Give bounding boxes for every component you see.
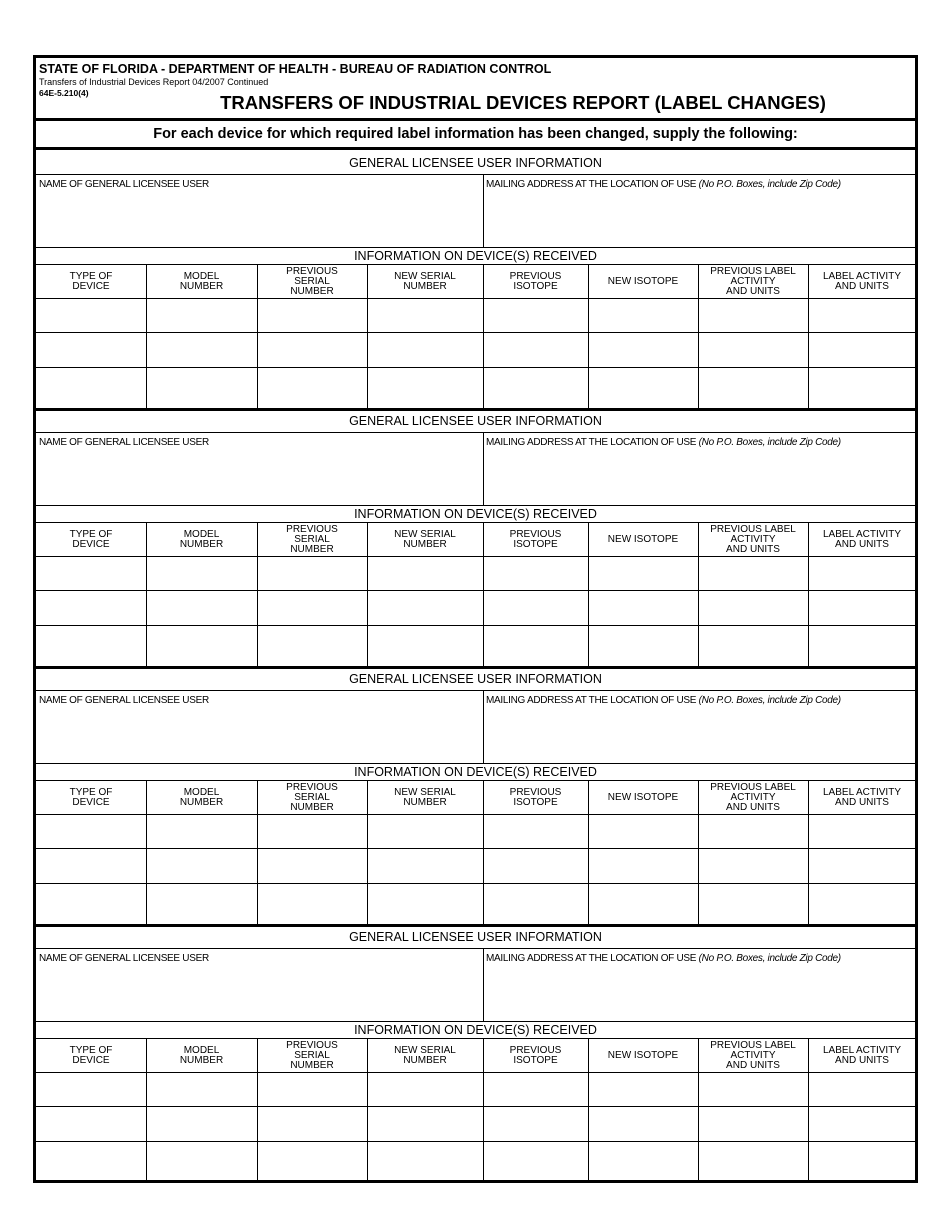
licensee-block <box>36 411 915 669</box>
column-header <box>588 1039 698 1072</box>
column-header-text <box>286 1041 338 1071</box>
column-header-text <box>394 788 456 808</box>
table-row <box>36 883 916 917</box>
column-header <box>483 1039 588 1072</box>
table-cell[interactable] <box>37 1107 146 1140</box>
column-header-line: MODEL <box>183 1044 220 1056</box>
column-header <box>588 265 698 298</box>
table-cell[interactable] <box>147 368 257 401</box>
table-row <box>36 848 916 882</box>
column-header-line: NUMBER <box>403 796 447 808</box>
table-cell[interactable] <box>147 591 257 624</box>
table-cell[interactable] <box>699 1107 808 1140</box>
table-cell[interactable] <box>37 626 146 659</box>
table-cell[interactable] <box>484 626 588 659</box>
column-header-line: AND UNITS <box>835 1054 889 1066</box>
column-header-text <box>70 788 113 808</box>
table-cell[interactable] <box>484 849 588 882</box>
address-label-text: MAILING ADDRESS AT THE LOCATION OF USE <box>486 695 697 706</box>
table-cell[interactable] <box>258 626 367 659</box>
column-header-line: DEVICE <box>72 538 110 550</box>
address-label-note: (No P.O. Boxes, include Zip Code) <box>698 695 841 706</box>
agency-name: STATE OF FLORIDA - DEPARTMENT OF HEALTH - BUREAU OF RADIATION CONTROL <box>39 62 552 76</box>
table-cell[interactable] <box>589 884 698 917</box>
address-input-area[interactable] <box>484 175 916 247</box>
column-header <box>588 523 698 556</box>
column-header <box>146 1039 257 1072</box>
name-input-area[interactable] <box>36 691 483 763</box>
column-header-line: NEW SERIAL <box>394 1044 456 1056</box>
table-cell[interactable] <box>258 299 367 332</box>
column-header-line: TYPE OF <box>69 1044 113 1056</box>
table-cell[interactable] <box>809 1073 916 1106</box>
column-header <box>257 265 367 298</box>
column-header-line: PREVIOUS LABEL <box>710 1039 796 1051</box>
column-header-line: LABEL ACTIVITY <box>823 786 901 798</box>
column-header-text <box>180 1046 223 1066</box>
column-header <box>257 1039 367 1072</box>
column-header-line: MODEL <box>183 786 220 798</box>
table-cell[interactable] <box>37 299 146 332</box>
name-input-area[interactable] <box>36 433 483 505</box>
address-label-note: (No P.O. Boxes, include Zip Code) <box>698 437 841 448</box>
table-cell[interactable] <box>589 591 698 624</box>
table-cell[interactable] <box>589 1107 698 1140</box>
column-header-line: NUMBER <box>290 801 334 813</box>
table-cell[interactable] <box>589 1073 698 1106</box>
column-header-line: NUMBER <box>290 285 334 297</box>
table-cell[interactable] <box>37 591 146 624</box>
column-header-text <box>823 272 901 292</box>
table-cell[interactable] <box>484 299 588 332</box>
column-header <box>698 265 808 298</box>
column-header-text <box>180 530 223 550</box>
column-header-text <box>710 267 796 297</box>
table-cell[interactable] <box>699 815 808 848</box>
column-header-line: ISOTOPE <box>513 538 558 550</box>
table-cell[interactable] <box>147 884 257 917</box>
device-info-heading: INFORMATION ON DEVICE(S) RECEIVED <box>354 1023 597 1037</box>
table-cell[interactable] <box>699 557 808 590</box>
table-cell[interactable] <box>368 626 483 659</box>
table-cell[interactable] <box>809 884 916 917</box>
column-header-line: NEW ISOTOPE <box>607 1049 679 1061</box>
column-header-line: TYPE OF <box>69 270 113 282</box>
column-header-line: ACTIVITY <box>730 275 776 287</box>
table-cell[interactable] <box>809 299 916 332</box>
table-cell[interactable] <box>258 815 367 848</box>
table-row <box>36 367 916 401</box>
column-header-text <box>286 783 338 813</box>
table-row <box>36 625 916 659</box>
address-input-area[interactable] <box>484 433 916 505</box>
column-header-text <box>510 1046 562 1066</box>
column-header-line: NEW SERIAL <box>394 528 456 540</box>
column-header-line: ACTIVITY <box>730 791 776 803</box>
column-header-line: DEVICE <box>72 280 110 292</box>
table-cell[interactable] <box>589 368 698 401</box>
column-header-line: NUMBER <box>179 796 224 808</box>
column-header <box>808 781 916 814</box>
column-header-line: DEVICE <box>72 1054 110 1066</box>
column-header-line: NEW ISOTOPE <box>607 791 679 803</box>
name-field-label: NAME OF GENERAL LICENSEE USER <box>39 437 209 448</box>
column-header-text <box>510 272 562 292</box>
column-header-line: ISOTOPE <box>513 280 558 292</box>
table-cell[interactable] <box>699 849 808 882</box>
column-header-line: SERIAL <box>294 275 330 287</box>
column-header <box>808 1039 916 1072</box>
table-cell[interactable] <box>147 333 257 366</box>
column-header <box>483 523 588 556</box>
column-header <box>36 781 146 814</box>
table-cell[interactable] <box>147 849 257 882</box>
table-cell[interactable] <box>37 333 146 366</box>
column-header-line: AND UNITS <box>726 543 780 555</box>
column-header <box>367 781 483 814</box>
column-header-text <box>823 530 901 550</box>
column-header-line: ISOTOPE <box>513 1054 558 1066</box>
table-cell[interactable] <box>484 1073 588 1106</box>
column-header-text <box>823 1046 901 1066</box>
column-header-line: ACTIVITY <box>730 533 776 545</box>
table-cell[interactable] <box>809 368 916 401</box>
column-header-line: NEW SERIAL <box>394 786 456 798</box>
table-cell[interactable] <box>147 815 257 848</box>
table-cell[interactable] <box>368 333 483 366</box>
licensee-block <box>36 153 915 411</box>
column-header <box>146 781 257 814</box>
column-header-text <box>180 788 223 808</box>
column-header-line: NUMBER <box>290 543 334 555</box>
column-header-line: NUMBER <box>179 538 224 550</box>
column-header-text <box>394 272 456 292</box>
table-row <box>36 298 916 332</box>
column-header-text <box>70 1046 113 1066</box>
column-header-line: NUMBER <box>290 1059 334 1071</box>
column-header-line: AND UNITS <box>726 1059 780 1071</box>
divider <box>36 247 915 248</box>
column-header-line: PREVIOUS <box>509 1044 562 1056</box>
column-header <box>367 523 483 556</box>
column-header-line: NUMBER <box>179 280 224 292</box>
table-row <box>36 556 916 590</box>
column-header-text <box>286 525 338 555</box>
column-header <box>483 781 588 814</box>
table-cell[interactable] <box>589 299 698 332</box>
table-cell[interactable] <box>147 1142 257 1175</box>
table-cell[interactable] <box>37 815 146 848</box>
table-cell[interactable] <box>147 557 257 590</box>
column-header-text <box>608 277 678 287</box>
device-info-heading: INFORMATION ON DEVICE(S) RECEIVED <box>354 765 597 779</box>
table-cell[interactable] <box>37 557 146 590</box>
table-cell[interactable] <box>484 884 588 917</box>
column-header-line: NUMBER <box>179 1054 224 1066</box>
column-header-line: PREVIOUS <box>286 781 338 793</box>
form-subreference: Transfers of Industrial Devices Report 04/2007 Continued <box>39 77 269 87</box>
table-cell[interactable] <box>258 333 367 366</box>
column-header-line: MODEL <box>183 528 220 540</box>
general-licensee-heading: GENERAL LICENSEE USER INFORMATION <box>349 672 602 686</box>
table-cell[interactable] <box>809 626 916 659</box>
table-cell[interactable] <box>699 333 808 366</box>
column-header-line: AND UNITS <box>726 285 780 297</box>
table-row <box>36 332 916 366</box>
table-cell[interactable] <box>484 333 588 366</box>
column-header-line: NUMBER <box>403 1054 447 1066</box>
table-cell[interactable] <box>589 557 698 590</box>
column-header-line: PREVIOUS <box>509 528 562 540</box>
table-cell[interactable] <box>484 1142 588 1175</box>
column-header-text <box>394 1046 456 1066</box>
column-header <box>36 265 146 298</box>
table-cell[interactable] <box>589 815 698 848</box>
column-header-text <box>70 272 113 292</box>
rule-number: 64E-5.210(4) <box>39 88 89 98</box>
table-row <box>36 590 916 624</box>
address-label-text: MAILING ADDRESS AT THE LOCATION OF USE <box>486 953 697 964</box>
address-label-note: (No P.O. Boxes, include Zip Code) <box>698 179 841 190</box>
table-cell[interactable] <box>37 368 146 401</box>
column-header-line: PREVIOUS LABEL <box>710 523 796 535</box>
column-header-line: SERIAL <box>294 533 330 545</box>
name-field-label: NAME OF GENERAL LICENSEE USER <box>39 179 209 190</box>
table-cell[interactable] <box>147 299 257 332</box>
name-input-area[interactable] <box>36 175 483 247</box>
column-header-line: AND UNITS <box>835 796 889 808</box>
column-header-line: PREVIOUS <box>286 523 338 535</box>
name-input-area[interactable] <box>36 949 483 1021</box>
table-cell[interactable] <box>258 557 367 590</box>
column-header-text <box>180 272 223 292</box>
table-cell[interactable] <box>484 591 588 624</box>
table-row <box>36 1141 916 1175</box>
address-label-note: (No P.O. Boxes, include Zip Code) <box>698 953 841 964</box>
column-header <box>257 523 367 556</box>
name-field-label: NAME OF GENERAL LICENSEE USER <box>39 953 209 964</box>
column-header-line: LABEL ACTIVITY <box>823 528 901 540</box>
column-header <box>808 523 916 556</box>
table-cell[interactable] <box>699 1073 808 1106</box>
divider <box>36 763 915 764</box>
column-header-line: SERIAL <box>294 1049 330 1061</box>
column-header <box>698 781 808 814</box>
column-header-line: PREVIOUS <box>286 1039 338 1051</box>
column-header-line: PREVIOUS LABEL <box>710 781 796 793</box>
licensee-block <box>36 927 915 1183</box>
general-licensee-heading: GENERAL LICENSEE USER INFORMATION <box>349 930 602 944</box>
column-header-line: AND UNITS <box>835 538 889 550</box>
table-cell[interactable] <box>484 1107 588 1140</box>
column-header-line: DEVICE <box>72 796 110 808</box>
divider <box>36 505 915 506</box>
page-title: TRANSFERS OF INDUSTRIAL DEVICES REPORT (LABEL CHANGES) <box>220 92 826 113</box>
table-cell[interactable] <box>368 884 483 917</box>
table-cell[interactable] <box>589 333 698 366</box>
table-cell[interactable] <box>699 884 808 917</box>
column-header-line: LABEL ACTIVITY <box>823 270 901 282</box>
table-cell[interactable] <box>589 849 698 882</box>
table-cell[interactable] <box>258 1142 367 1175</box>
column-header <box>367 1039 483 1072</box>
device-info-heading: INFORMATION ON DEVICE(S) RECEIVED <box>354 507 597 521</box>
column-header-text <box>394 530 456 550</box>
table-row <box>36 814 916 848</box>
table-cell[interactable] <box>484 557 588 590</box>
column-header <box>698 523 808 556</box>
column-header <box>483 265 588 298</box>
column-header-line: NUMBER <box>403 280 447 292</box>
table-cell[interactable] <box>368 557 483 590</box>
table-cell[interactable] <box>809 557 916 590</box>
column-header-text <box>710 783 796 813</box>
name-field-label: NAME OF GENERAL LICENSEE USER <box>39 695 209 706</box>
column-header-line: SERIAL <box>294 791 330 803</box>
column-header-line: PREVIOUS <box>286 265 338 277</box>
column-header-text <box>710 1041 796 1071</box>
column-header-line: LABEL ACTIVITY <box>823 1044 901 1056</box>
column-header <box>36 523 146 556</box>
table-cell[interactable] <box>699 591 808 624</box>
column-header-line: ACTIVITY <box>730 1049 776 1061</box>
table-cell[interactable] <box>37 1142 146 1175</box>
table-cell[interactable] <box>147 626 257 659</box>
form-page <box>33 55 918 1183</box>
column-header-line: TYPE OF <box>69 528 113 540</box>
table-cell[interactable] <box>484 368 588 401</box>
licensee-block <box>36 669 915 927</box>
column-header <box>257 781 367 814</box>
column-header <box>367 265 483 298</box>
column-header-text <box>70 530 113 550</box>
column-header <box>808 265 916 298</box>
column-header-line: NEW ISOTOPE <box>607 533 679 545</box>
column-header-line: ISOTOPE <box>513 796 558 808</box>
general-licensee-heading: GENERAL LICENSEE USER INFORMATION <box>349 414 602 428</box>
column-header-text <box>823 788 901 808</box>
column-header-text <box>608 535 678 545</box>
table-cell[interactable] <box>809 591 916 624</box>
table-cell[interactable] <box>809 1142 916 1175</box>
table-cell[interactable] <box>589 1142 698 1175</box>
table-cell[interactable] <box>258 1073 367 1106</box>
device-info-heading: INFORMATION ON DEVICE(S) RECEIVED <box>354 249 597 263</box>
form-header <box>36 58 915 121</box>
table-cell[interactable] <box>699 299 808 332</box>
column-header-line: AND UNITS <box>726 801 780 813</box>
column-header-line: AND UNITS <box>835 280 889 292</box>
table-cell[interactable] <box>258 849 367 882</box>
column-header-text <box>510 530 562 550</box>
table-cell[interactable] <box>258 1107 367 1140</box>
table-cell[interactable] <box>699 626 808 659</box>
table-cell[interactable] <box>37 849 146 882</box>
column-header-line: TYPE OF <box>69 786 113 798</box>
table-cell[interactable] <box>258 368 367 401</box>
table-cell[interactable] <box>699 368 808 401</box>
table-cell[interactable] <box>368 1073 483 1106</box>
table-cell[interactable] <box>368 815 483 848</box>
table-cell[interactable] <box>368 368 483 401</box>
table-cell[interactable] <box>589 626 698 659</box>
column-header-line: MODEL <box>183 270 220 282</box>
column-header <box>146 265 257 298</box>
table-cell[interactable] <box>258 591 367 624</box>
general-licensee-heading: GENERAL LICENSEE USER INFORMATION <box>349 156 602 170</box>
column-header <box>146 523 257 556</box>
column-header-line: PREVIOUS <box>509 270 562 282</box>
column-header <box>36 1039 146 1072</box>
instruction-text: For each device for which required label information has been changed, supply the following: <box>36 121 915 150</box>
table-cell[interactable] <box>809 1107 916 1140</box>
table-cell[interactable] <box>368 299 483 332</box>
divider <box>36 1021 915 1022</box>
table-row <box>36 1072 916 1106</box>
column-header <box>588 781 698 814</box>
table-cell[interactable] <box>37 1073 146 1106</box>
table-cell[interactable] <box>368 1107 483 1140</box>
address-input-area[interactable] <box>484 949 916 1021</box>
column-header <box>698 1039 808 1072</box>
table-cell[interactable] <box>368 849 483 882</box>
table-cell[interactable] <box>809 815 916 848</box>
table-cell[interactable] <box>809 333 916 366</box>
table-cell[interactable] <box>699 1142 808 1175</box>
table-cell[interactable] <box>258 884 367 917</box>
table-cell[interactable] <box>147 1107 257 1140</box>
column-header-text <box>710 525 796 555</box>
table-row <box>36 1106 916 1140</box>
table-cell[interactable] <box>809 849 916 882</box>
column-header-line: PREVIOUS LABEL <box>710 265 796 277</box>
column-header-text <box>608 1051 678 1061</box>
column-header-line: NEW SERIAL <box>394 270 456 282</box>
table-cell[interactable] <box>147 1073 257 1106</box>
column-header-text <box>608 793 678 803</box>
column-header-text <box>510 788 562 808</box>
column-header-line: NUMBER <box>403 538 447 550</box>
column-header-line: NEW ISOTOPE <box>607 275 679 287</box>
table-cell[interactable] <box>368 591 483 624</box>
address-label-text: MAILING ADDRESS AT THE LOCATION OF USE <box>486 179 697 190</box>
table-cell[interactable] <box>484 815 588 848</box>
table-cell[interactable] <box>368 1142 483 1175</box>
column-header-line: PREVIOUS <box>509 786 562 798</box>
address-label-text: MAILING ADDRESS AT THE LOCATION OF USE <box>486 437 697 448</box>
column-header-text <box>286 267 338 297</box>
address-input-area[interactable] <box>484 691 916 763</box>
table-cell[interactable] <box>37 884 146 917</box>
